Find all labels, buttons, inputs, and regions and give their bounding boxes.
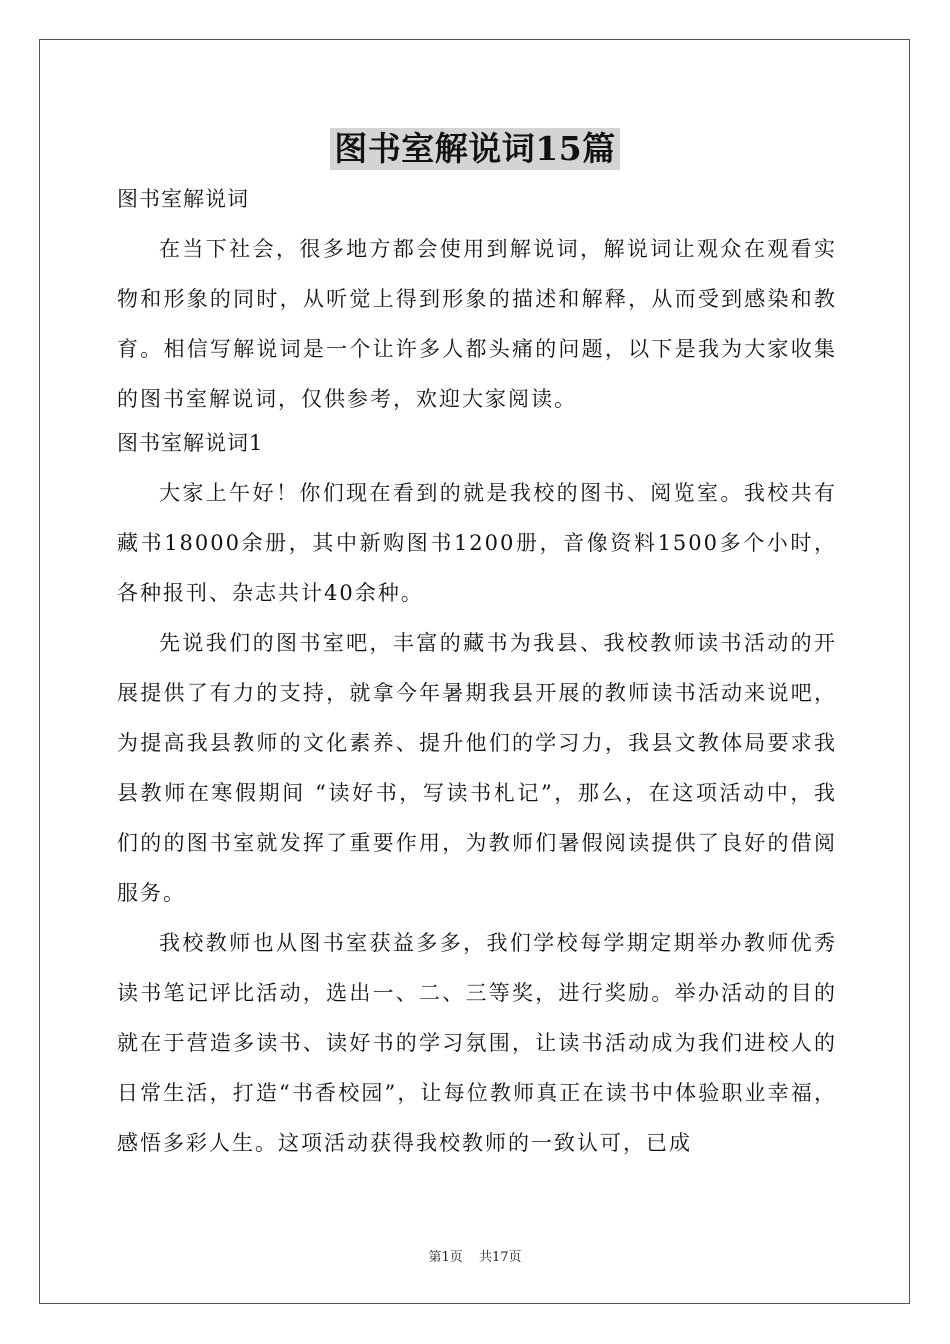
document-body	[117, 180, 837, 1168]
page-number: 第1页	[428, 1250, 463, 1265]
page-footer	[0, 1246, 950, 1265]
body-paragraph: 先说我们的图书室吧，丰富的藏书为我县、我校教师读书活动的开展提供了有力的支持，就拿今年暑期我县开展的教师读书活动来说吧，为提高我县教师的文化素养、提升他们的学习力，我县文教体局要求我县教师在寒假期间 “读好书，写读书札记”，那么，在这项活动中，我们的的图书室就发挥了重要作用，为教师们暑假阅读提供了良好的借阅服务。	[117, 631, 837, 905]
intro-paragraph: 在当下社会，很多地方都会使用到解说词，解说词让观众在观看实物和形象的同时，从听觉上得到形象的描述和解释，从而受到感染和教育。相信写解说词是一个让许多人都头痛的问题，以下是我为大家收集的图书室解说词，仅供参考，欢迎大家阅读。	[117, 237, 837, 411]
body-paragraph: 我校教师也从图书室获益多多，我们学校每学期定期举办教师优秀读书笔记评比活动，选出一、二、三等奖，进行奖励。举办活动的目的就在于营造多读书、读好书的学习氛围，让读书活动成为我们进校人的日常生活，打造“书香校园”，让每位教师真正在读书中体验职业幸福，感悟多彩人生。这项活动获得我校教师的一致认可，已成	[117, 931, 837, 1155]
title-wrap	[0, 128, 950, 170]
page-total: 共17页	[478, 1250, 522, 1265]
section-heading: 图书室解说词1	[117, 431, 264, 455]
document-title: 图书室解说词15篇	[330, 128, 619, 170]
body-paragraph: 大家上午好！你们现在看到的就是我校的图书、阅览室。我校共有藏书18000余册，其中新购图书1200册，音像资料1500多个小时，各种报刊、杂志共计40余种。	[117, 481, 837, 605]
intro-heading: 图书室解说词	[117, 187, 249, 211]
